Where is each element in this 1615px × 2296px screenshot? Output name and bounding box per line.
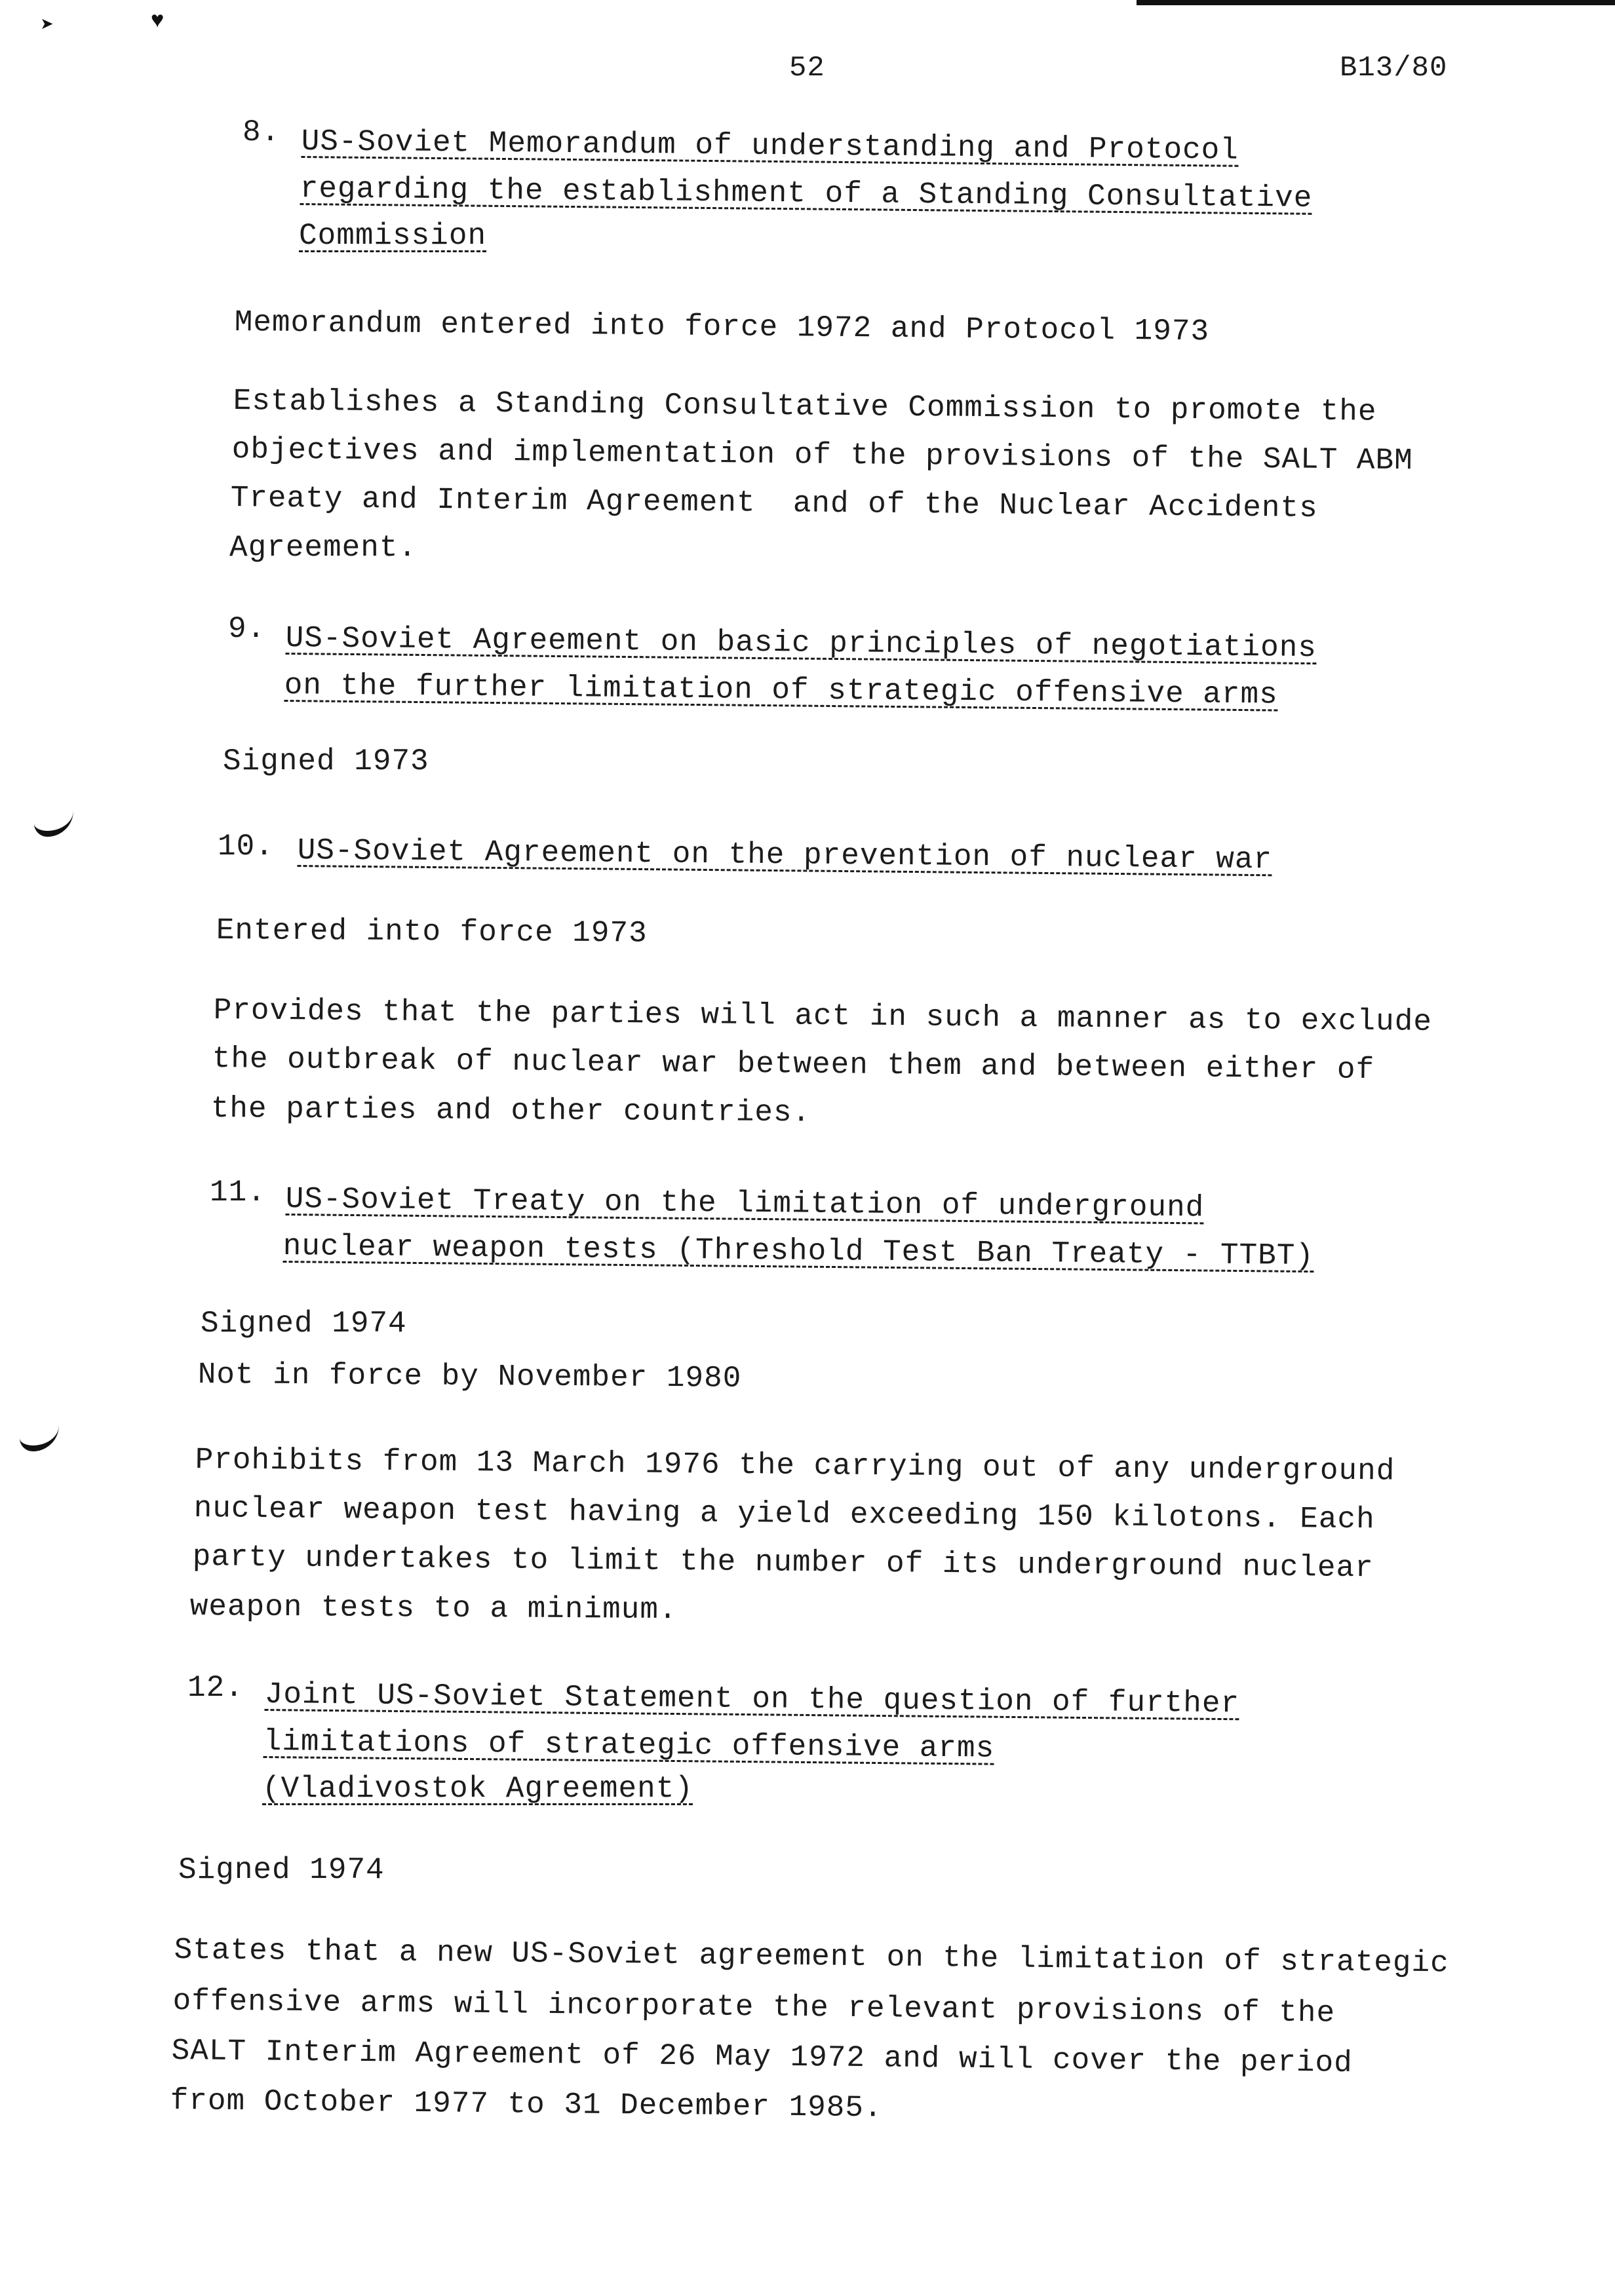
- item-description-line: States that a new US-Soviet agreement on the limitation of strategic: [174, 1932, 1449, 1981]
- item-description-line: Treaty and Interim Agreement and of the Nuclear Accidents: [230, 480, 1318, 526]
- item-status-line: Signed 1974: [178, 1853, 385, 1887]
- binder-hole-mark-upper: [34, 806, 73, 837]
- scan-mark-arrow: ➤: [41, 14, 54, 39]
- item-description-line: Provides that the parties will act in such a manner as to exclude: [213, 993, 1433, 1039]
- item-title-line: US-Soviet Agreement on the prevention of nuclear war: [297, 833, 1273, 877]
- item-title-line: US-Soviet Memorandum of understanding and Protocol: [301, 124, 1239, 168]
- item-description-line: party undertakes to limit the number of its underground nuclear: [192, 1539, 1374, 1586]
- item-description-line: SALT Interim Agreement of 26 May 1972 and will cover the period: [171, 2033, 1353, 2080]
- scan-edge-bar: [1137, 0, 1615, 5]
- item-title-line: US-Soviet Agreement on basic principles of negotiations: [285, 621, 1317, 666]
- item-title-line: regarding the establishment of a Standing Consultative: [300, 171, 1313, 216]
- item-title-line: nuclear weapon tests (Threshold Test Ban Treaty - TTBT): [282, 1229, 1315, 1274]
- item-description-line: the parties and other countries.: [210, 1091, 811, 1130]
- item-number: 9.: [228, 612, 266, 646]
- document-reference: B13/80: [1340, 52, 1448, 85]
- item-title-line: Commission: [299, 219, 487, 253]
- item-description-line: nuclear weapon test having a yield exceeding 150 kilotons. Each: [193, 1491, 1375, 1537]
- item-number: 12.: [187, 1671, 244, 1705]
- item-number: 8.: [243, 115, 281, 149]
- item-status-line: Signed 1974: [201, 1307, 407, 1341]
- item-description-line: weapon tests to a minimum.: [189, 1590, 678, 1628]
- item-status-line: Not in force by November 1980: [197, 1358, 742, 1396]
- item-description-line: objectives and implementation of the provisions of the SALT ABM: [231, 432, 1413, 478]
- item-title-line: limitations of strategic offensive arms: [263, 1724, 995, 1766]
- item-title-line: on the further limitation of strategic offensive arms: [284, 668, 1278, 712]
- item-description-line: Prohibits from 13 March 1976 the carrying out of any underground: [195, 1442, 1395, 1489]
- item-description-line: Establishes a Standing Consultative Commission to promote the: [233, 383, 1377, 429]
- item-number: 10.: [218, 830, 274, 864]
- item-status-line: Signed 1973: [223, 744, 429, 778]
- binder-hole-mark-lower: [20, 1421, 59, 1451]
- item-title-line: (Vladivostok Agreement): [262, 1772, 693, 1806]
- item-description-line: the outbreak of nuclear war between them and between either of: [212, 1041, 1375, 1088]
- page-number: 52: [789, 52, 825, 85]
- item-number: 11.: [210, 1176, 266, 1210]
- item-status-line: Memorandum entered into force 1972 and Protocol 1973: [234, 305, 1210, 349]
- scan-mark-blot: ♥: [151, 9, 165, 34]
- item-description-line: offensive arms will incorporate the relevant provisions of the: [172, 1983, 1336, 2031]
- item-description-line: from October 1977 to 31 December 1985.: [170, 2083, 883, 2126]
- item-status-line: Entered into force 1973: [216, 913, 648, 951]
- item-description-line: Agreement.: [229, 531, 418, 565]
- item-title-line: Joint US-Soviet Statement on the question of further: [264, 1677, 1240, 1721]
- item-title-line: US-Soviet Treaty on the limitation of underground: [285, 1181, 1205, 1225]
